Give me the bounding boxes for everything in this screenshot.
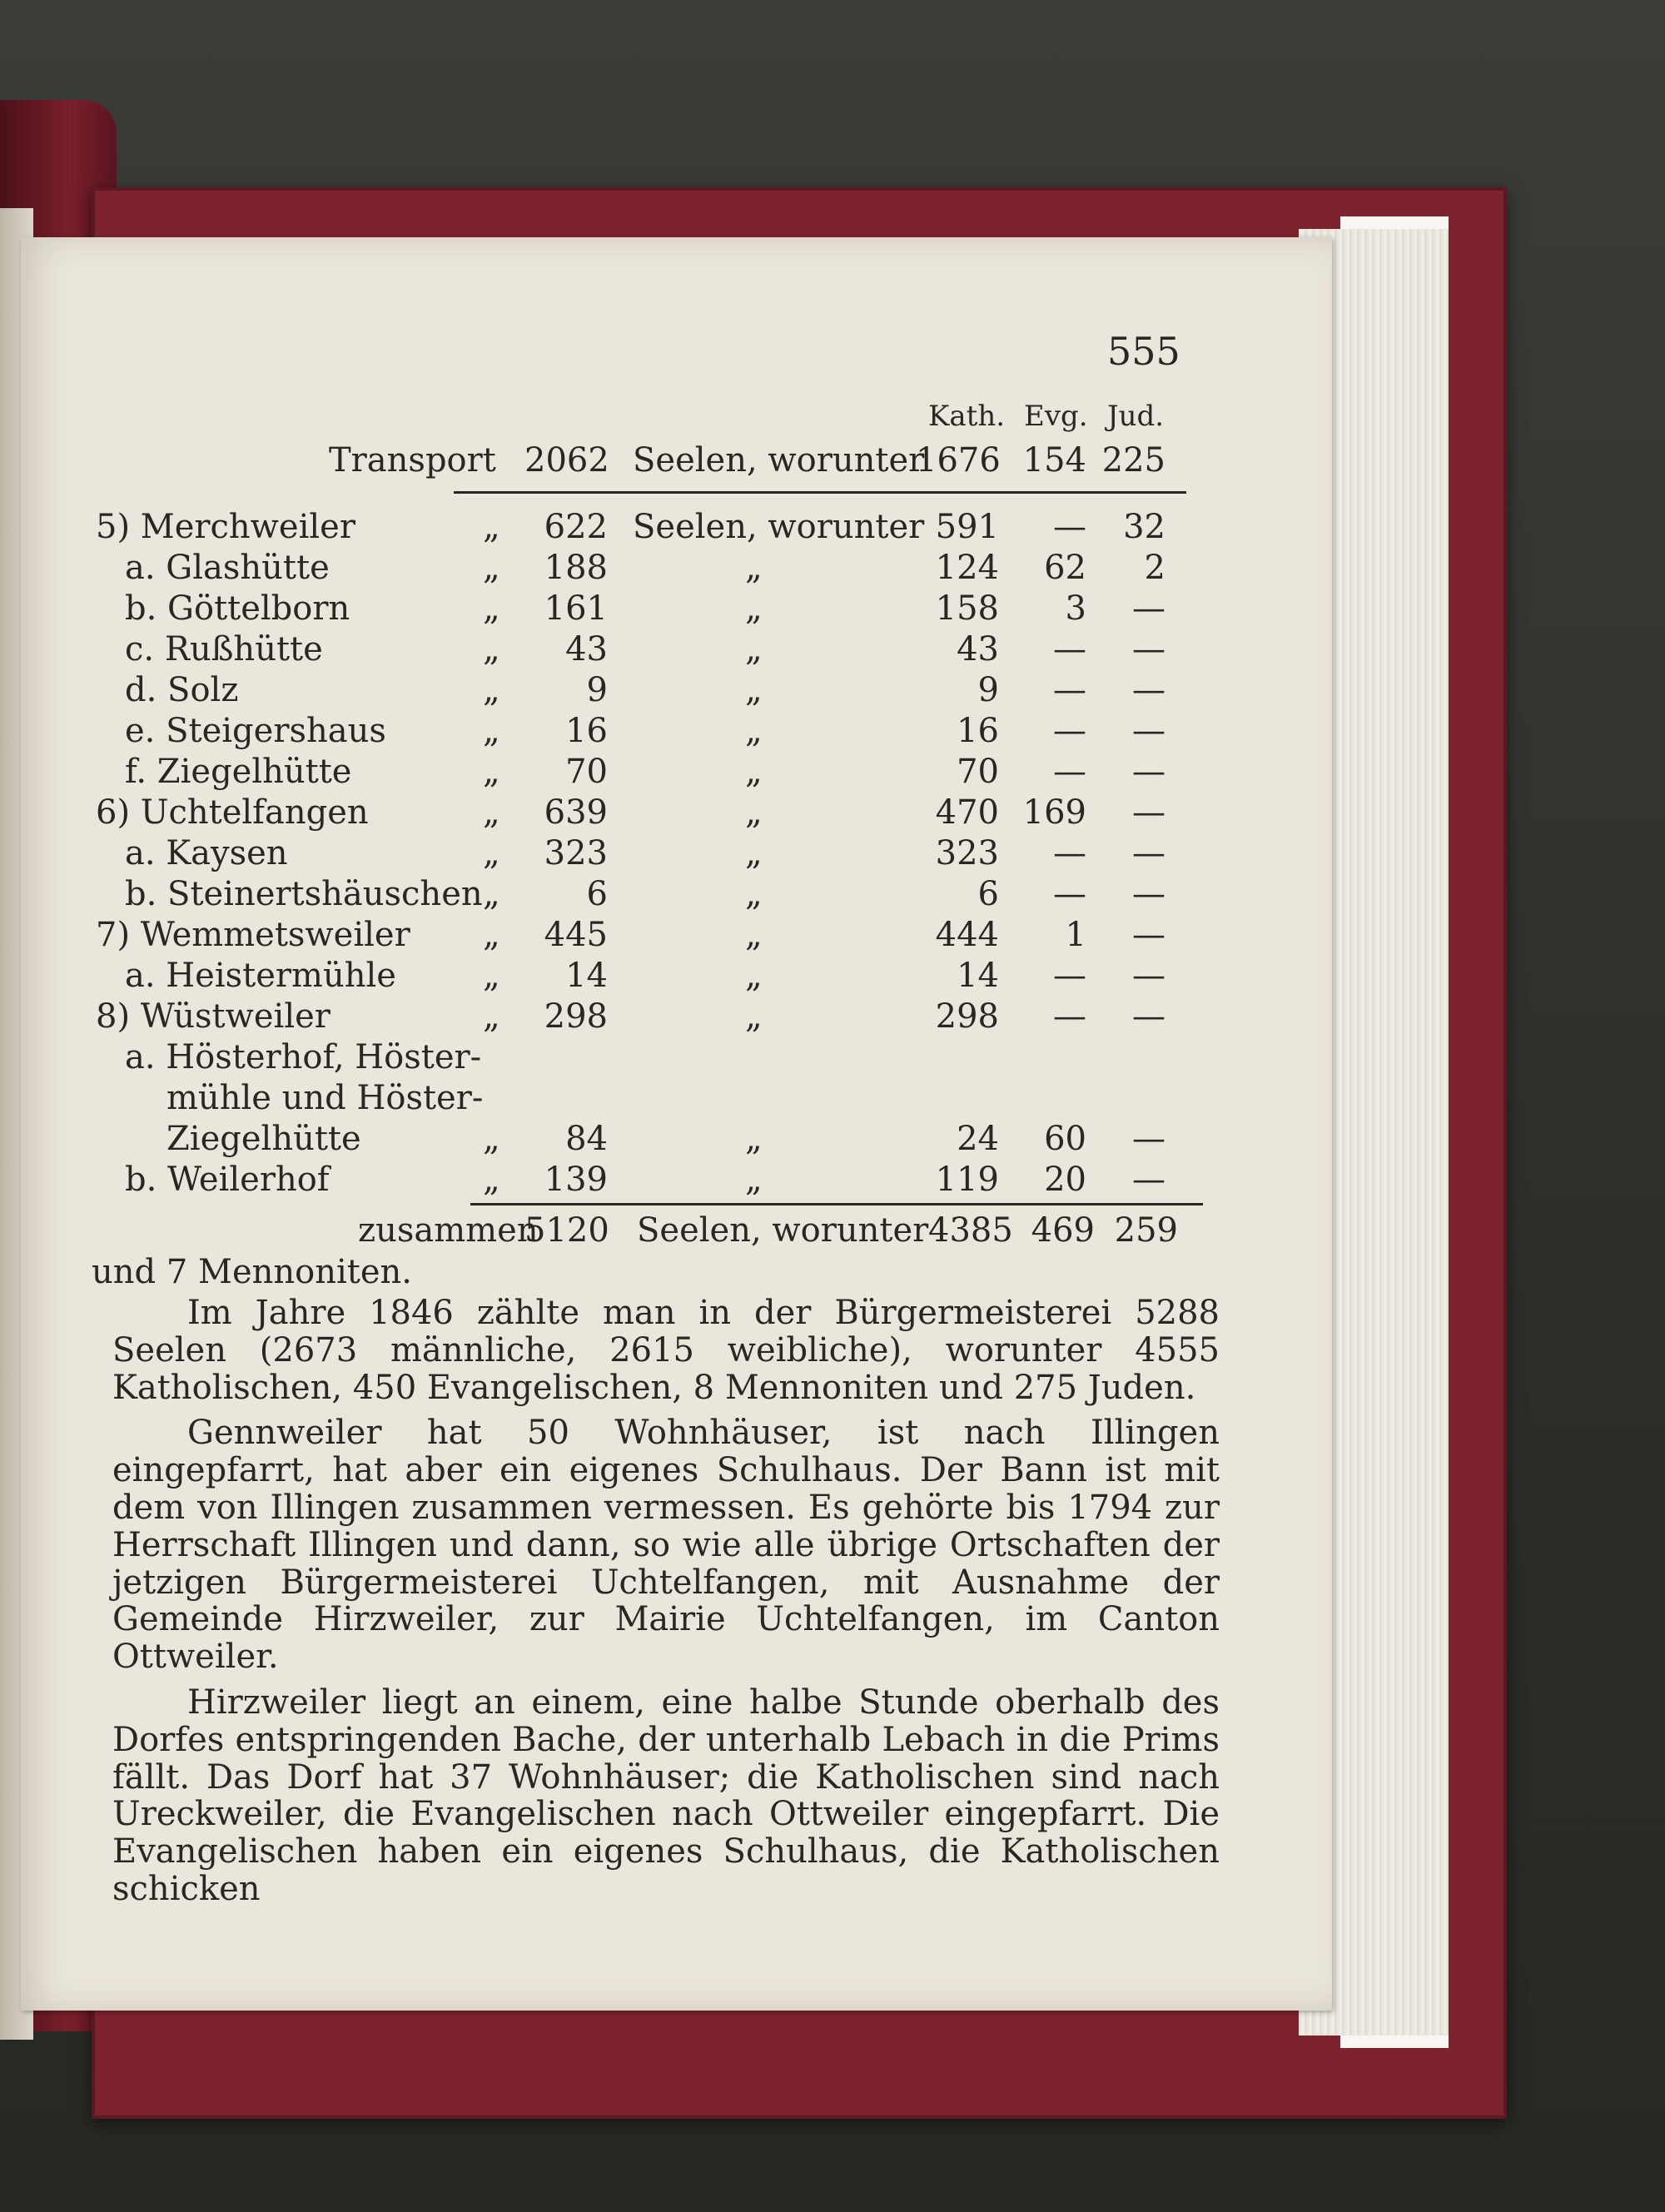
row-kath: 14 [957, 957, 999, 995]
row-count: 445 [544, 916, 608, 954]
row-unit: „ [745, 1161, 763, 1199]
row-count: 84 [565, 1120, 608, 1158]
row-label: b. Göttelborn [125, 589, 350, 628]
row-jud: — [1132, 671, 1166, 709]
total-jud: 259 [1114, 1211, 1178, 1250]
row-label: a. Kaysen [125, 834, 288, 872]
row-kath: 158 [935, 589, 999, 628]
row-evg: — [1053, 834, 1086, 872]
row-kath: 43 [957, 630, 999, 669]
header-jud: Jud. [1107, 400, 1165, 433]
row-unit: „ [745, 712, 763, 750]
row-evg: 60 [1044, 1120, 1086, 1158]
row-kath: 470 [935, 793, 999, 832]
row-label: e. Steigershaus [125, 712, 386, 750]
row-evg: 62 [1044, 549, 1086, 587]
row-count: 622 [544, 508, 608, 546]
row-ditto: „ [483, 1120, 500, 1158]
row-evg: 1 [1065, 916, 1086, 954]
row-count: 139 [544, 1161, 608, 1199]
row-unit: „ [745, 549, 763, 587]
row-count: 6 [586, 875, 608, 913]
row-count: 16 [565, 712, 608, 750]
row-evg: — [1053, 712, 1086, 750]
row-ditto: „ [483, 753, 500, 791]
table-rule-bottom [470, 1203, 1203, 1205]
row-evg: 3 [1065, 589, 1086, 628]
row-kath: 591 [935, 508, 999, 546]
row-label: 5) Merchweiler [96, 508, 355, 546]
row-evg: 169 [1022, 793, 1086, 832]
row-kath: 9 [977, 671, 999, 709]
row-ditto: „ [483, 916, 500, 954]
row-evg: — [1053, 997, 1086, 1036]
row-ditto: „ [483, 957, 500, 995]
row-label: d. Solz [125, 671, 239, 709]
row-count: 14 [565, 957, 608, 995]
row-ditto: „ [483, 1161, 500, 1199]
row-unit: „ [745, 793, 763, 832]
row-unit: „ [745, 589, 763, 628]
book-page [21, 237, 1332, 2011]
row-unit: „ [745, 671, 763, 709]
header-evg: Evg. [1024, 400, 1088, 433]
transport-jud: 225 [1101, 441, 1166, 480]
row-label: 6) Uchtelfangen [96, 793, 369, 832]
row-count: 70 [565, 753, 608, 791]
transport-evg: 154 [1022, 441, 1086, 480]
row-kath: 16 [957, 712, 999, 750]
total-count: 5120 [524, 1211, 609, 1250]
row-kath: 24 [957, 1120, 999, 1158]
row-unit: „ [745, 916, 763, 954]
row-kath: 298 [935, 997, 999, 1036]
row-ditto: „ [483, 508, 500, 546]
row-kath: 444 [935, 916, 999, 954]
row-kath: 70 [957, 753, 999, 791]
row-count: 9 [586, 671, 608, 709]
row-ditto: „ [483, 834, 500, 872]
row-ditto: „ [483, 875, 500, 913]
row-label: mühle und Höster- [166, 1079, 484, 1117]
total-evg: 469 [1031, 1211, 1095, 1250]
row-count: 323 [544, 834, 608, 872]
row-evg: — [1053, 875, 1086, 913]
row-evg: — [1053, 753, 1086, 791]
row-kath: 124 [935, 549, 999, 587]
total-label: zusammen [358, 1211, 539, 1250]
row-count: 188 [544, 549, 608, 587]
row-jud: — [1132, 793, 1166, 832]
row-jud: — [1132, 753, 1166, 791]
row-jud: — [1132, 1161, 1166, 1199]
row-kath: 119 [935, 1161, 999, 1199]
row-label: Ziegelhütte [166, 1120, 361, 1158]
row-jud: 32 [1123, 508, 1166, 546]
row-count: 639 [544, 793, 608, 832]
row-jud: — [1132, 997, 1166, 1036]
row-jud: — [1132, 834, 1166, 872]
row-label: f. Ziegelhütte [125, 753, 352, 791]
row-ditto: „ [483, 630, 500, 669]
header-kath: Kath. [928, 400, 1006, 433]
row-ditto: „ [483, 589, 500, 628]
row-count: 161 [544, 589, 608, 628]
row-unit: „ [745, 1120, 763, 1158]
row-kath: 6 [977, 875, 999, 913]
row-ditto: „ [483, 997, 500, 1036]
row-ditto: „ [483, 712, 500, 750]
paragraph-1846: Im Jahre 1846 zählte man in der Bürgermeisterei 5288 Seelen (2673 männliche, 2615 weibliche), worunter 4555 Katholischen, 450 Evangelischen, 8 Mennoniten und 275 Juden. [112, 1294, 1220, 1407]
row-label: b. Steinertshäuschen [125, 875, 483, 913]
row-label: a. Heistermühle [125, 957, 396, 995]
row-unit: „ [745, 753, 763, 791]
row-evg: — [1053, 957, 1086, 995]
row-unit: Seelen, worunter [633, 508, 925, 546]
row-jud: — [1132, 875, 1166, 913]
paragraph-hirzweiler: Hirzweiler liegt an einem, eine halbe Stunde oberhalb des Dorfes entspringenden Bache, der unterhalb Lebach in die Prims fällt. Das Dorf hat 37 Wohnhäuser; die Katholischen sind nach Ureckweiler, die Evangelischen nach Ottweiler eingepfarrt. Die Evangelischen haben ein eigenes Schulhaus, die Katholischen schicken [112, 1683, 1220, 1908]
row-jud: — [1132, 1120, 1166, 1158]
row-jud: — [1132, 957, 1166, 995]
row-unit: „ [745, 630, 763, 669]
transport-label: Transport [329, 441, 496, 480]
body-text [112, 1295, 1220, 1908]
row-label: b. Weilerhof [125, 1161, 330, 1199]
row-count: 298 [544, 997, 608, 1036]
row-label: a. Glashütte [125, 549, 330, 587]
row-jud: — [1132, 589, 1166, 628]
row-jud: 2 [1144, 549, 1166, 587]
row-ditto: „ [483, 549, 500, 587]
table-rule-top [454, 491, 1186, 494]
row-jud: — [1132, 916, 1166, 954]
row-jud: — [1132, 712, 1166, 750]
row-label: a. Hösterhof, Höster- [125, 1038, 482, 1076]
transport-unit: Seelen, worunter [633, 441, 925, 480]
after-total-text: und 7 Mennoniten. [92, 1253, 413, 1291]
row-label: 8) Wüstweiler [96, 997, 331, 1036]
transport-count: 2062 [524, 441, 609, 480]
total-kath: 4385 [928, 1211, 1013, 1250]
row-jud: — [1132, 630, 1166, 669]
row-count: 43 [565, 630, 608, 669]
row-unit: „ [745, 957, 763, 995]
row-unit: „ [745, 875, 763, 913]
row-evg: 20 [1044, 1161, 1086, 1199]
row-label: c. Rußhütte [125, 630, 323, 669]
row-evg: — [1053, 508, 1086, 546]
row-label: 7) Wemmetsweiler [96, 916, 410, 954]
transport-kath: 1676 [916, 441, 1001, 480]
row-ditto: „ [483, 671, 500, 709]
paragraph-gennweiler: Gennweiler hat 50 Wohnhäuser, ist nach Illingen eingepfarrt, hat aber ein eigenes Schulhaus. Der Bann ist mit dem von Illingen zusammen vermessen. Es gehörte bis 1794 zur Herrschaft Illingen und dann, so wie alle übrige Ortschaften der jetzigen Bürgermeisterei Uchtelfangen, mit Ausnahme der Gemeinde Hirzweiler, zur Mairie Uchtelfangen, im Canton Ottweiler. [112, 1414, 1220, 1677]
page-number: 555 [1107, 329, 1180, 374]
row-evg: — [1053, 630, 1086, 669]
total-unit: Seelen, worunter [637, 1211, 929, 1250]
row-ditto: „ [483, 793, 500, 832]
row-evg: — [1053, 671, 1086, 709]
row-kath: 323 [935, 834, 999, 872]
row-unit: „ [745, 997, 763, 1036]
row-unit: „ [745, 834, 763, 872]
